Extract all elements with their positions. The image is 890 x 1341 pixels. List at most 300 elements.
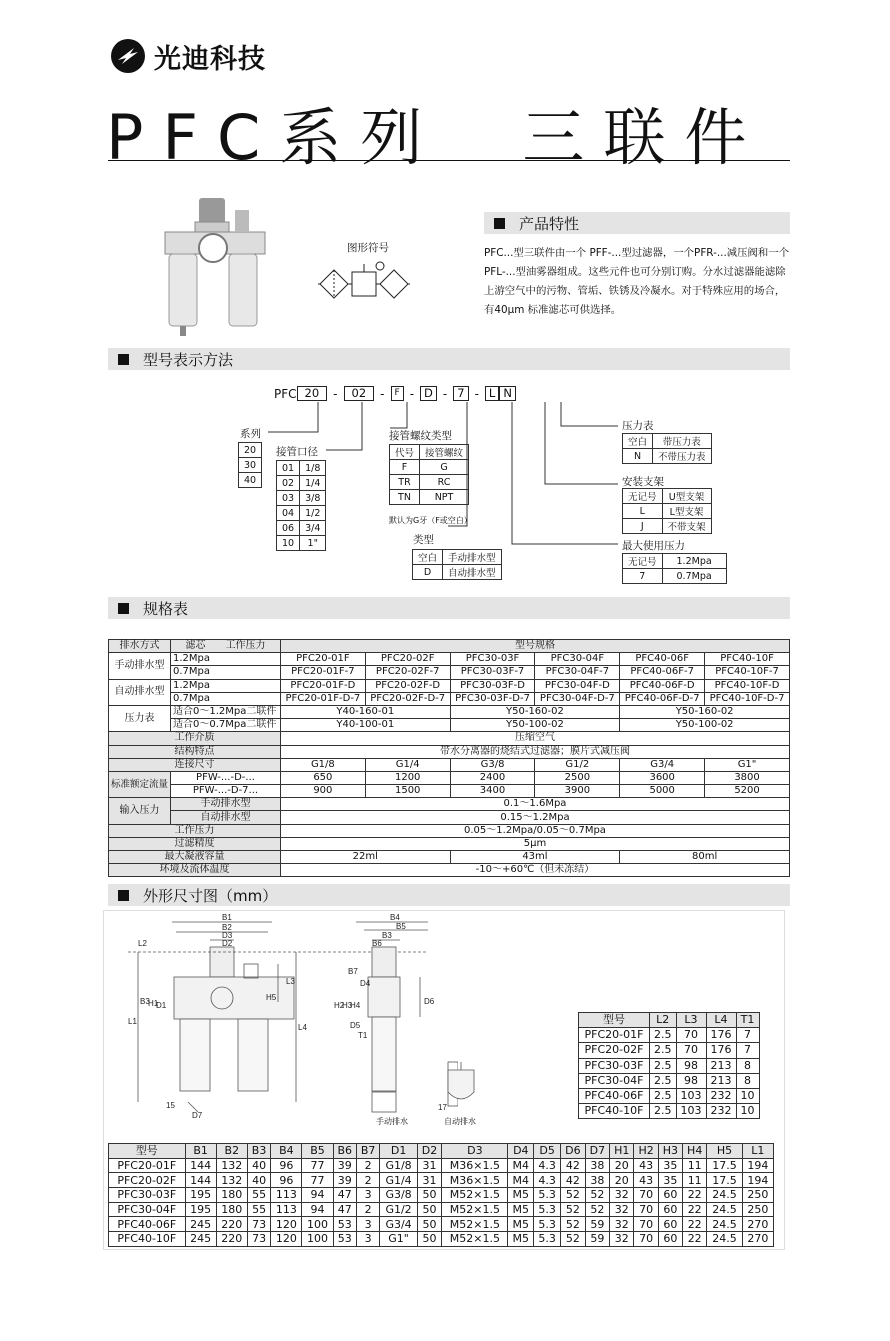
- small-cell: 176: [706, 1028, 736, 1043]
- spec-cell: 0.1～1.6Mpa: [280, 798, 789, 811]
- dim-cell: G1/2: [380, 1202, 417, 1217]
- series-table: [238, 442, 262, 488]
- spec-cell: 5000: [620, 785, 705, 798]
- small-cell: 70: [676, 1043, 706, 1058]
- dim-cell: 194: [742, 1173, 773, 1188]
- spec-cell: 5μm: [280, 837, 789, 850]
- dim-header: D7: [585, 1144, 610, 1159]
- bracket-code: 无记号: [623, 489, 663, 504]
- spec-cell: Y40-100-01: [280, 719, 450, 732]
- code-port: 02: [344, 386, 375, 401]
- dim-label-b5: B5: [396, 922, 406, 931]
- small-cell: PFC40-10F: [579, 1104, 650, 1119]
- dim-table: [108, 1143, 774, 1247]
- dim-cell: 73: [247, 1232, 270, 1247]
- dim-header: B6: [333, 1144, 356, 1159]
- small-dim-table: [578, 1012, 760, 1119]
- dim-cell: 245: [185, 1217, 216, 1232]
- small-header: L3: [676, 1013, 706, 1028]
- dim-cell: 132: [216, 1173, 247, 1188]
- dim-cell: 11: [683, 1158, 707, 1173]
- dim-label-15: 15: [166, 1101, 175, 1110]
- dim-cell: 70: [634, 1232, 658, 1247]
- maxp-label: 最大使用压力: [622, 540, 685, 552]
- thread-note: 默认为G牙（F或空白）: [389, 516, 472, 525]
- dim-cell: PFC20-02F: [109, 1173, 186, 1188]
- dim-cell: 59: [585, 1217, 610, 1232]
- dim-cell: PFC30-04F: [109, 1202, 186, 1217]
- port-size: 1": [300, 536, 326, 551]
- spec-cell: 0.7Mpa: [171, 666, 281, 679]
- spec-cell: G1": [705, 758, 790, 771]
- dim-cell: 52: [585, 1188, 610, 1203]
- spec-cell: 带水分离器的烧结式过滤器；膜片式减压阀: [280, 745, 789, 758]
- dim-cell: 120: [271, 1232, 302, 1247]
- section-dims-title: 外形尺寸图（mm）: [143, 886, 278, 905]
- spec-cell: PFC20-02F: [365, 653, 450, 666]
- small-cell: 10: [736, 1104, 759, 1119]
- section-model-title: 型号表示方法: [143, 350, 234, 369]
- spec-cell: PFC30-03F: [450, 653, 535, 666]
- page-title: PFC系列 三联件: [106, 101, 766, 174]
- port-code: 01: [277, 461, 300, 476]
- dim-cell: 35: [658, 1173, 682, 1188]
- spec-cell: 1200: [365, 771, 450, 784]
- dim-cell: M52×1.5: [442, 1232, 508, 1247]
- dim-cell: 35: [658, 1158, 682, 1173]
- small-cell: 70: [676, 1028, 706, 1043]
- spec-cell: 1.2Mpa: [171, 653, 281, 666]
- dim-cell: 60: [658, 1202, 682, 1217]
- spec-cell: 22ml: [280, 851, 450, 864]
- small-header: L4: [706, 1013, 736, 1028]
- spec-cell: 650: [280, 771, 365, 784]
- dim-cell: 24.5: [707, 1188, 742, 1203]
- dim-cell: 22: [683, 1188, 707, 1203]
- spec-cell: Y50-160-02: [620, 705, 790, 718]
- dim-label-b4: B4: [390, 913, 400, 922]
- section-model: [108, 348, 790, 370]
- small-cell: 10: [736, 1088, 759, 1103]
- section-features: [484, 212, 790, 234]
- dim-cell: 60: [658, 1217, 682, 1232]
- dim-cell: 4.3: [534, 1173, 561, 1188]
- dim-cell: 3: [356, 1188, 379, 1203]
- spec-cell: 1500: [365, 785, 450, 798]
- small-cell: 232: [706, 1088, 736, 1103]
- dim-label-d1: D1: [156, 1001, 167, 1010]
- spec-cell: 结构特点: [109, 745, 281, 758]
- type-value: 自动排水型: [443, 565, 502, 580]
- bracket-code: L: [623, 504, 663, 519]
- spec-cell: 3400: [450, 785, 535, 798]
- dim-cell: 195: [185, 1188, 216, 1203]
- small-cell: PFC40-06F: [579, 1088, 650, 1103]
- dim-cell: 50: [417, 1217, 442, 1232]
- spec-cell: PFW-...-D-...: [171, 771, 281, 784]
- features-text: PFC...型三联件由一个 PFF-...型过滤器，一个PFR-...减压阀和一个 PFL-...型油雾器组成。这些元件也可分别订购。分水过滤器能滤除上游空气中的污物、管垢、铁锈及冷凝水。对于特殊应用的场合，有40μm 标准滤芯可供选择。: [484, 247, 790, 316]
- maxp-value: 0.7Mpa: [662, 569, 726, 584]
- spec-cell: PFC40-06F-7: [620, 666, 705, 679]
- spec-cell: PFC20-02F-7: [365, 666, 450, 679]
- type-code: 空白: [413, 550, 443, 565]
- section-spec-title: 规格表: [143, 599, 189, 618]
- dim-cell: 22: [683, 1202, 707, 1217]
- dim-cell: 39: [333, 1173, 356, 1188]
- dim-header: H1: [610, 1144, 634, 1159]
- small-cell: 176: [706, 1043, 736, 1058]
- brand-logo-icon: [110, 38, 146, 74]
- spec-header: 型号规格: [280, 640, 789, 653]
- dim-cell: 32: [610, 1188, 634, 1203]
- dim-cell: M5: [508, 1202, 534, 1217]
- dim-header: H3: [658, 1144, 682, 1159]
- small-cell: 213: [706, 1073, 736, 1088]
- section-features-title: 产品特性: [519, 214, 580, 233]
- spec-cell: 3600: [620, 771, 705, 784]
- dim-cell: M52×1.5: [442, 1217, 508, 1232]
- dim-cell: 70: [634, 1188, 658, 1203]
- dim-cell: 77: [302, 1158, 333, 1173]
- dim-cell: M4: [508, 1158, 534, 1173]
- spec-cell: 0.15～1.2Mpa: [280, 811, 789, 824]
- dim-header: B4: [271, 1144, 302, 1159]
- series-cell: 20: [239, 443, 262, 458]
- dim-cell: G1/4: [380, 1173, 417, 1188]
- dim-cell: 47: [333, 1188, 356, 1203]
- dim-label-b3b: B3: [382, 931, 392, 940]
- dim-cell: 20: [610, 1158, 634, 1173]
- spec-cell: 5200: [705, 785, 790, 798]
- dim-cell: 270: [742, 1217, 773, 1232]
- gauge-value: 不带压力表: [653, 449, 712, 464]
- port-size: 3/4: [300, 521, 326, 536]
- maxp-code: 无记号: [623, 554, 663, 569]
- spec-cell: 工作压力: [109, 824, 281, 837]
- dim-cell: M5: [508, 1217, 534, 1232]
- spec-cell: G3/8: [450, 758, 535, 771]
- dim-cell: PFC30-03F: [109, 1188, 186, 1203]
- dim-cell: 38: [585, 1158, 610, 1173]
- dim-header: D5: [534, 1144, 561, 1159]
- code-pressure: 7: [453, 386, 468, 401]
- dimension-drawing: [128, 912, 458, 1127]
- small-cell: 7: [736, 1028, 759, 1043]
- dim-cell: G1": [380, 1232, 417, 1247]
- small-cell: 2.5: [650, 1043, 677, 1058]
- dim-cell: 42: [561, 1158, 586, 1173]
- dim-cell: 52: [561, 1202, 586, 1217]
- dim-row: [109, 1173, 774, 1188]
- port-size: 1/2: [300, 506, 326, 521]
- code-dash: -: [442, 386, 448, 401]
- spec-cell: 80ml: [620, 851, 790, 864]
- small-cell: 232: [706, 1104, 736, 1119]
- dim-row: [109, 1158, 774, 1173]
- dim-cell: 113: [271, 1188, 302, 1203]
- dim-cell: 94: [302, 1202, 333, 1217]
- label-manual-drain: 手动排水: [376, 1117, 408, 1126]
- brand-name: 光迪科技: [154, 43, 266, 75]
- symbol-diagram: [318, 258, 410, 306]
- spec-cell: G1/4: [365, 758, 450, 771]
- port-label: 接管口径: [276, 446, 318, 458]
- dim-header: H4: [683, 1144, 707, 1159]
- spec-cell: PFC30-04F-7: [535, 666, 620, 679]
- dim-label-d7: D7: [192, 1111, 203, 1120]
- gauge-label: 压力表: [622, 420, 654, 432]
- code-type: D: [420, 386, 437, 401]
- dim-header: L1: [742, 1144, 773, 1159]
- gauge-code: 空白: [623, 434, 653, 449]
- series-cell: 40: [239, 473, 262, 488]
- dim-label-l3: L3: [286, 977, 295, 986]
- dim-cell: 245: [185, 1232, 216, 1247]
- dim-cell: 100: [302, 1232, 333, 1247]
- dim-header: B1: [185, 1144, 216, 1159]
- dim-label-b2: B2: [222, 923, 232, 932]
- dim-cell: M36×1.5: [442, 1158, 508, 1173]
- dim-cell: M52×1.5: [442, 1202, 508, 1217]
- dim-cell: G3/8: [380, 1188, 417, 1203]
- dim-cell: 47: [333, 1202, 356, 1217]
- dim-cell: 5.3: [534, 1232, 561, 1247]
- product-image: [155, 192, 275, 342]
- dim-cell: 20: [610, 1173, 634, 1188]
- dim-label-t1: T1: [358, 1031, 368, 1040]
- dim-cell: 73: [247, 1217, 270, 1232]
- spec-cell: 压力表: [109, 705, 171, 731]
- dim-cell: 24.5: [707, 1217, 742, 1232]
- dim-cell: 55: [247, 1202, 270, 1217]
- spec-cell: PFC40-10F-D: [705, 679, 790, 692]
- spec-cell: PFC20-01F-D-7: [280, 692, 365, 705]
- code-gauge: N: [499, 386, 516, 401]
- spec-cell: 环境及流体温度: [109, 864, 281, 877]
- dim-cell: 96: [271, 1173, 302, 1188]
- small-cell: 8: [736, 1058, 759, 1073]
- spec-cell: PFC20-02F-D: [365, 679, 450, 692]
- spec-header: [171, 640, 281, 653]
- spec-cell: G3/4: [620, 758, 705, 771]
- small-cell: PFC20-01F: [579, 1028, 650, 1043]
- small-cell: PFC30-03F: [579, 1058, 650, 1073]
- spec-table: [108, 639, 790, 877]
- dim-cell: 40: [247, 1158, 270, 1173]
- dim-label-h5: H5: [266, 993, 277, 1002]
- spec-cell: Y50-100-02: [620, 719, 790, 732]
- spec-cell: 最大凝液容量: [109, 851, 281, 864]
- thread-code: TR: [390, 475, 420, 490]
- dim-header: D3: [442, 1144, 508, 1159]
- spec-cell: PFC40-06F: [620, 653, 705, 666]
- small-cell: 2.5: [650, 1073, 677, 1088]
- spec-cell: PFC40-06F-D: [620, 679, 705, 692]
- type-value: 手动排水型: [443, 550, 502, 565]
- port-code: 02: [277, 476, 300, 491]
- spec-cell: 2500: [535, 771, 620, 784]
- dim-cell: 52: [561, 1188, 586, 1203]
- dim-header: D6: [561, 1144, 586, 1159]
- small-header: L2: [650, 1013, 677, 1028]
- dim-cell: 120: [271, 1217, 302, 1232]
- dim-cell: 5.3: [534, 1217, 561, 1232]
- dim-cell: 100: [302, 1217, 333, 1232]
- spec-cell: Y50-160-02: [450, 705, 620, 718]
- spec-cell: 自动排水型: [109, 679, 171, 705]
- dim-cell: 194: [742, 1158, 773, 1173]
- dim-header: H2: [634, 1144, 658, 1159]
- dim-cell: 53: [333, 1217, 356, 1232]
- small-header: T1: [736, 1013, 759, 1028]
- dim-row: [109, 1188, 774, 1203]
- small-cell: 8: [736, 1073, 759, 1088]
- small-cell: 2.5: [650, 1088, 677, 1103]
- type-table: [412, 549, 502, 580]
- spec-cell: G1/8: [280, 758, 365, 771]
- dim-cell: 4.3: [534, 1158, 561, 1173]
- spec-cell: PFC30-03F-D-7: [450, 692, 535, 705]
- small-cell: 98: [676, 1058, 706, 1073]
- spec-cell: -10～+60℃（但未冻结）: [280, 864, 789, 877]
- spec-cell: 适合0～0.7Mpa二联件: [171, 719, 281, 732]
- dim-cell: 2: [356, 1158, 379, 1173]
- dim-cell: PFC40-06F: [109, 1217, 186, 1232]
- dim-label-d2: D2: [222, 939, 233, 948]
- dim-cell: 32: [610, 1232, 634, 1247]
- dim-cell: 24.5: [707, 1202, 742, 1217]
- dim-cell: G3/4: [380, 1217, 417, 1232]
- dim-header: D4: [508, 1144, 534, 1159]
- dim-cell: 70: [634, 1217, 658, 1232]
- dim-row: [109, 1217, 774, 1232]
- dim-label-h3: H3: [342, 1001, 353, 1010]
- spec-cell: Y50-100-02: [450, 719, 620, 732]
- dim-cell: 3: [356, 1232, 379, 1247]
- port-size: 1/8: [300, 461, 326, 476]
- dim-cell: 96: [271, 1158, 302, 1173]
- dim-cell: 2: [356, 1202, 379, 1217]
- dim-label-h1: H1: [148, 999, 159, 1008]
- dim-label-h2: H2: [334, 1001, 345, 1010]
- section-dims: [108, 884, 790, 906]
- dim-cell: 42: [561, 1173, 586, 1188]
- bracket-value: L型支架: [662, 504, 711, 519]
- thread-value: RC: [420, 475, 469, 490]
- dim-cell: 50: [417, 1188, 442, 1203]
- spec-cell: 43ml: [450, 851, 620, 864]
- port-size: 3/8: [300, 491, 326, 506]
- dim-cell: 31: [417, 1173, 442, 1188]
- spec-header: 排水方式: [109, 640, 171, 653]
- series-cell: 30: [239, 458, 262, 473]
- spec-cell: 压缩空气: [280, 732, 789, 745]
- small-cell: 2.5: [650, 1028, 677, 1043]
- dim-cell: 32: [610, 1202, 634, 1217]
- dim-cell: 220: [216, 1232, 247, 1247]
- auto-drain-drawing: [446, 1062, 476, 1110]
- spec-cell: 3900: [535, 785, 620, 798]
- dim-cell: 39: [333, 1158, 356, 1173]
- code-dash: -: [380, 386, 385, 401]
- label-auto-drain: 自动排水: [444, 1117, 476, 1126]
- code-dash: -: [474, 386, 479, 401]
- small-header: 型号: [579, 1013, 650, 1028]
- thread-value: G: [420, 460, 469, 475]
- dim-label-b7: B7: [348, 967, 358, 976]
- bracket-code: J: [623, 519, 663, 534]
- section-spec: [108, 597, 790, 619]
- spec-cell: 手动排水型: [171, 798, 281, 811]
- spec-cell: 连接尺寸: [109, 758, 281, 771]
- dim-header: 型号: [109, 1144, 186, 1159]
- dim-cell: 220: [216, 1217, 247, 1232]
- dim-cell: 3: [356, 1217, 379, 1232]
- dim-label-d6: D6: [424, 997, 435, 1006]
- dim-cell: 144: [185, 1173, 216, 1188]
- thread-table: [389, 444, 469, 505]
- dim-label-d3: D3: [222, 931, 233, 940]
- dim-cell: G1/8: [380, 1158, 417, 1173]
- code-dash: -: [409, 386, 415, 401]
- dim-cell: 24.5: [707, 1232, 742, 1247]
- dim-cell: 17.5: [707, 1173, 742, 1188]
- dim-label-l4: L4: [298, 1023, 307, 1032]
- dim-cell: 113: [271, 1202, 302, 1217]
- small-cell: PFC30-04F: [579, 1073, 650, 1088]
- code-bracket: L: [485, 386, 499, 401]
- spec-cell: PFC40-06F-D-7: [620, 692, 705, 705]
- dim-label-d4: D4: [360, 979, 371, 988]
- dim-cell: M5: [508, 1232, 534, 1247]
- small-cell: 2.5: [650, 1058, 677, 1073]
- dim-cell: 22: [683, 1217, 707, 1232]
- spec-cell: PFC30-04F: [535, 653, 620, 666]
- dim-label-l1: L1: [128, 1017, 137, 1026]
- small-cell: PFC20-02F: [579, 1043, 650, 1058]
- spec-cell: 手动排水型: [109, 653, 171, 679]
- spec-cell: 0.05～1.2Mpa/0.05～0.7Mpa: [280, 824, 789, 837]
- dim-cell: 2: [356, 1173, 379, 1188]
- spec-cell: PFC20-01F-7: [280, 666, 365, 679]
- spec-cell: 900: [280, 785, 365, 798]
- symbol-label: 图形符号: [347, 242, 389, 254]
- series-label: 系列: [240, 428, 261, 440]
- small-cell: 213: [706, 1058, 736, 1073]
- gauge-table: [622, 433, 712, 464]
- dim-header: H5: [707, 1144, 742, 1159]
- bracket-value: U型支架: [662, 489, 711, 504]
- dim-cell: 195: [185, 1202, 216, 1217]
- dim-cell: 50: [417, 1202, 442, 1217]
- spec-cell: 3800: [705, 771, 790, 784]
- small-cell: 103: [676, 1088, 706, 1103]
- small-cell: 7: [736, 1043, 759, 1058]
- dim-row: [109, 1202, 774, 1217]
- port-code: 06: [277, 521, 300, 536]
- dim-cell: 94: [302, 1188, 333, 1203]
- dim-header: B7: [356, 1144, 379, 1159]
- dim-label-l2: L2: [138, 939, 147, 948]
- dim-row: [109, 1232, 774, 1247]
- dim-cell: M52×1.5: [442, 1188, 508, 1203]
- spec-cell: G1/2: [535, 758, 620, 771]
- spec-cell: 自动排水型: [171, 811, 281, 824]
- dim-cell: 132: [216, 1158, 247, 1173]
- small-cell: 103: [676, 1104, 706, 1119]
- spec-cell: PFC30-04F-D: [535, 679, 620, 692]
- dim-header: B2: [216, 1144, 247, 1159]
